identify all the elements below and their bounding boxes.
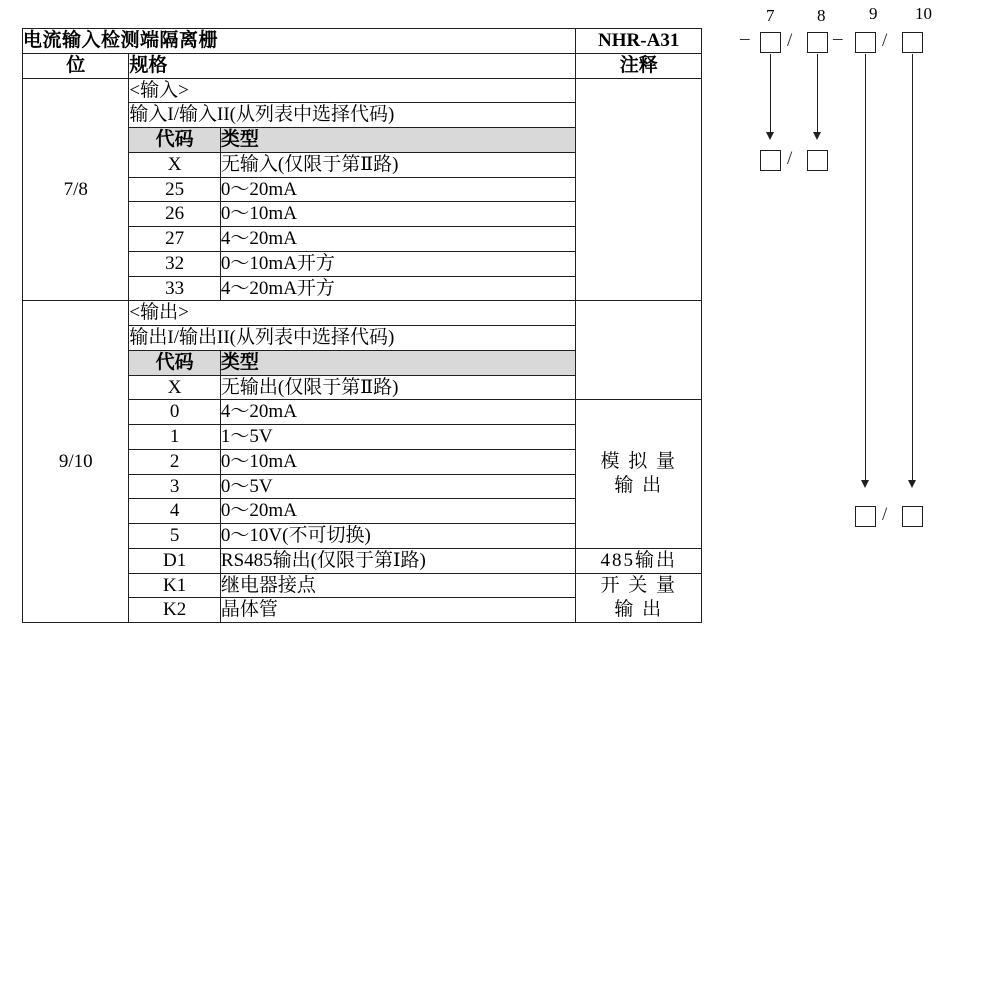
note-output-empty (576, 301, 702, 400)
leader-line-10 (912, 54, 913, 482)
output-code: 4 (129, 499, 221, 524)
output-code: 3 (129, 474, 221, 499)
output-type: 继电器接点 (220, 573, 575, 598)
position-7-8: 7/8 (23, 78, 129, 301)
input-type: 无输入(仅限于第Ⅱ路) (220, 152, 575, 177)
input-code-header: 代码 (129, 128, 221, 153)
input-type: 4～20mA开方 (220, 276, 575, 301)
table-header-row (23, 29, 702, 54)
note-rs485-output: 485输出 (576, 548, 702, 573)
diagram-slash-1: / (787, 30, 793, 51)
diagram-top-box-10 (902, 32, 923, 53)
diagram-top-box-8 (807, 32, 828, 53)
group-input-title-row (23, 78, 702, 103)
note-switch-line2: 输 出 (614, 598, 664, 620)
input-type: 0～20mA (220, 177, 575, 202)
column-header-note: 注释 (576, 53, 702, 78)
column-header-spec: 规格 (129, 53, 576, 78)
input-code: 26 (129, 202, 221, 227)
diagram-input-box-1 (760, 150, 781, 171)
input-code: 27 (129, 227, 221, 252)
diagram-label-9: 9 (869, 4, 878, 23)
diagram-input-box-2 (807, 150, 828, 171)
input-section-subtitle: 输入I/输入II(从列表中选择代码) (129, 103, 576, 128)
note-switch-line1: 开 关 量 (600, 575, 677, 596)
output-type: 无输出(仅限于第Ⅱ路) (220, 375, 575, 400)
diagram-top-box-7 (760, 32, 781, 53)
diagram-output-slash: / (882, 504, 888, 525)
output-section-title: <输出> (129, 301, 576, 326)
output-code: D1 (129, 548, 221, 573)
output-code: 0 (129, 400, 221, 425)
diagram-top-box-9 (855, 32, 876, 53)
diagram-label-8: 8 (817, 6, 826, 25)
diagram-output-box-2 (902, 506, 923, 527)
leader-arrow-9 (861, 480, 869, 488)
specification-table (22, 28, 702, 623)
input-code: 25 (129, 177, 221, 202)
input-code: 33 (129, 276, 221, 301)
input-code: X (129, 152, 221, 177)
output-code: 2 (129, 449, 221, 474)
input-section-title: <输入> (129, 78, 576, 103)
output-code: K1 (129, 573, 221, 598)
output-code: 5 (129, 524, 221, 549)
group-output-title-row (23, 301, 702, 326)
product-title: 电流输入检测端隔离栅 (23, 29, 576, 54)
note-input-empty (576, 78, 702, 301)
output-type: 1～5V (220, 425, 575, 450)
product-model: NHR-A31 (576, 29, 702, 54)
diagram-label-7: 7 (766, 6, 775, 25)
diagram-dash-2: – (833, 28, 843, 49)
diagram-dash-1: – (740, 28, 750, 49)
output-code: 1 (129, 425, 221, 450)
output-type: 0～20mA (220, 499, 575, 524)
output-code-header: 代码 (129, 350, 221, 375)
output-type: 4～20mA (220, 400, 575, 425)
output-section-subtitle: 输出I/输出II(从列表中选择代码) (129, 326, 576, 351)
input-type: 0～10mA开方 (220, 251, 575, 276)
output-type-header: 类型 (220, 350, 575, 375)
position-9-10: 9/10 (23, 301, 129, 623)
diagram-label-10: 10 (915, 4, 932, 23)
leader-arrow-7 (766, 132, 774, 140)
leader-line-7 (770, 54, 771, 134)
input-type-header: 类型 (220, 128, 575, 153)
table-column-header-row (23, 53, 702, 78)
code-position-diagram (712, 0, 990, 620)
output-type: 0～10V(不可切换) (220, 524, 575, 549)
leader-arrow-8 (813, 132, 821, 140)
diagram-slash-2: / (882, 30, 888, 51)
column-header-position: 位 (23, 53, 129, 78)
output-type: RS485输出(仅限于第Ⅰ路) (220, 548, 575, 573)
input-type: 4～20mA (220, 227, 575, 252)
leader-line-9 (865, 54, 866, 482)
note-analog-output (576, 400, 702, 549)
output-type: 晶体管 (220, 598, 575, 623)
input-code: 32 (129, 251, 221, 276)
output-type: 0～10mA (220, 449, 575, 474)
note-analog-line2: 输 出 (614, 475, 664, 496)
leader-line-8 (817, 54, 818, 134)
note-analog-line1: 模 拟 量 (600, 451, 677, 473)
output-code: X (129, 375, 221, 400)
note-switch-output (576, 573, 702, 623)
leader-arrow-10 (908, 480, 916, 488)
diagram-input-slash: / (787, 148, 793, 169)
output-code: K2 (129, 598, 221, 623)
input-type: 0～10mA (220, 202, 575, 227)
diagram-output-box-1 (855, 506, 876, 527)
output-type: 0～5V (220, 474, 575, 499)
